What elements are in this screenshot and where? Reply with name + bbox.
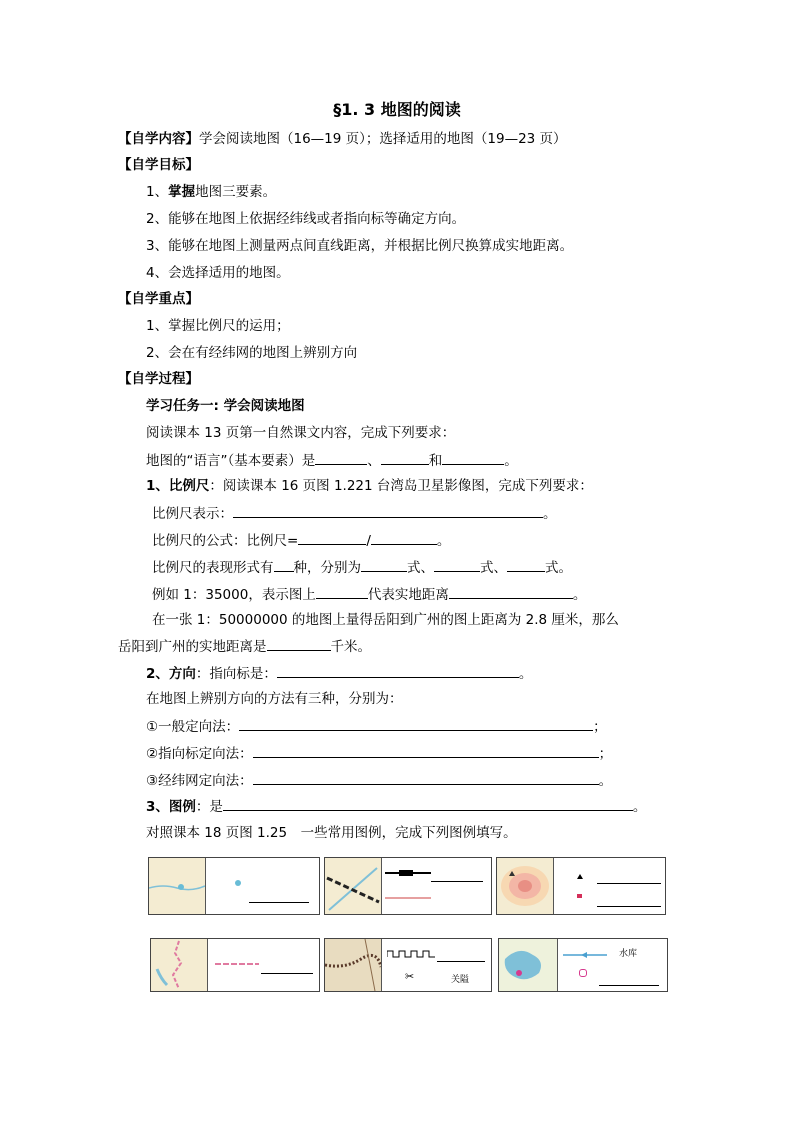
pass-symbol-icon: ✂ — [405, 970, 415, 983]
legend-panel-wall-pass — [324, 938, 492, 992]
scale-question-line2: 岳阳到广州的实地距离是 千米。 — [118, 639, 371, 655]
content-line — [118, 130, 567, 148]
blank-field[interactable] — [298, 531, 366, 545]
blank-field[interactable] — [434, 558, 480, 572]
boundary-map-icon — [151, 939, 207, 991]
blank-field[interactable] — [381, 451, 429, 465]
blank-field[interactable] — [315, 451, 367, 465]
scale-question-line: 在一张 1：50000000 的地图上量得岳阳到广州的图上距离为 2.8 厘米，那么 — [152, 612, 619, 628]
legend-panel-reservoir — [498, 938, 668, 992]
legend-map-thumb — [499, 939, 558, 991]
blank-field[interactable] — [233, 504, 543, 518]
objective-item: 2、能够在地图上依据经纬线或者指向标等确定方向。 — [146, 211, 466, 227]
legend-map-thumb — [497, 858, 554, 914]
blank-field[interactable] — [267, 637, 331, 651]
blank-field[interactable] — [274, 558, 294, 572]
legend-heading: 3、图例：是 。 — [146, 799, 647, 815]
great-wall-symbol-icon — [387, 949, 435, 959]
blank-field[interactable] — [239, 717, 593, 731]
direction-intro: 在地图上辨别方向的方法有三种，分别为： — [146, 691, 403, 707]
legend-instruction: 对照课本 18 页图 1.25 一些常用图例，完成下列图例填写。 — [146, 825, 517, 841]
blank-field[interactable] — [507, 558, 545, 572]
objective-item: 3、能够在地图上测量两点间直线距离，并根据比例尺换算成实地距离。 — [146, 238, 574, 254]
legend-symbol-icon — [235, 880, 241, 886]
reservoir-caption: 水库 — [619, 949, 638, 959]
keypoint-item: 1、掌握比例尺的运用； — [146, 318, 290, 334]
page-title: §1. 3 地图的阅读 — [333, 100, 461, 119]
scale-repr-line: 比例尺表示： 。 — [152, 506, 557, 522]
blank-field[interactable] — [223, 797, 633, 811]
wall-map-icon — [325, 939, 381, 991]
direction-method-1: ①一般定向法： ； — [146, 719, 607, 735]
spot-symbol-icon — [577, 894, 582, 898]
scale-example-line: 例如 1：35000，表示图上 代表实地距离 。 — [152, 587, 587, 603]
blank-field[interactable] — [316, 585, 368, 599]
blank-field[interactable] — [253, 771, 599, 785]
boundary-symbol-icon — [215, 961, 259, 967]
direction-method-2: ②指向标定向法： ； — [146, 746, 613, 762]
map-language-line: 地图的“语言”（基本要素）是 、 和 。 — [146, 453, 518, 469]
legend-panel-railway — [324, 857, 492, 915]
blank-field[interactable] — [277, 664, 519, 678]
legend-map-thumb — [325, 939, 382, 991]
legend-panel-boundary — [150, 938, 320, 992]
keypoints-label: 【自学重点】 — [118, 291, 199, 307]
town-symbol-icon — [579, 969, 587, 977]
legend-answer-line[interactable] — [597, 883, 661, 884]
legend-answer-line[interactable] — [249, 902, 309, 903]
direction-method-3: ③经纬网定向法： 。 — [146, 773, 613, 789]
objectives-label: 【自学目标】 — [118, 157, 199, 173]
peak-symbol-icon — [577, 874, 583, 879]
railway-map-icon — [325, 858, 381, 914]
road-symbol-icon — [385, 894, 431, 902]
legend-map-thumb — [151, 939, 208, 991]
scale-heading: 1、比例尺：阅读课本 16 页图 1.221 台湾岛卫星影像图，完成下列要求： — [146, 478, 593, 494]
reservoir-map-icon — [499, 939, 557, 991]
reservoir-symbol-icon — [563, 951, 607, 959]
legend-map-thumb — [149, 858, 206, 914]
river-map-icon — [149, 858, 205, 914]
blank-field[interactable] — [442, 451, 504, 465]
legend-panel-peak — [496, 857, 666, 915]
scale-forms-line: 比例尺的表现形式有 种，分别为 式、 式、 式。 — [152, 560, 572, 576]
blank-field[interactable] — [361, 558, 407, 572]
legend-map-thumb — [325, 858, 382, 914]
content-label: 【自学内容】 — [118, 131, 199, 147]
blank-field[interactable] — [371, 531, 437, 545]
objective-item: 1、掌握地图三要素。 — [146, 184, 277, 200]
legend-answer-line[interactable] — [597, 906, 661, 907]
pass-caption: 关隘 — [451, 975, 470, 985]
content-text: 学会阅读地图（16—19 页）；选择适用的地图（19—23 页） — [199, 131, 567, 147]
scale-formula-line: 比例尺的公式：比例尺= / 。 — [152, 533, 451, 549]
direction-heading: 2、方向：指向标是： 。 — [146, 666, 533, 682]
blank-field[interactable] — [253, 744, 599, 758]
blank-field[interactable] — [449, 585, 573, 599]
contour-map-icon — [497, 858, 553, 914]
legend-answer-line[interactable] — [431, 881, 483, 882]
process-label: 【自学过程】 — [118, 371, 199, 387]
keypoint-item: 2、会在有经纬网的地图上辨别方向 — [146, 345, 358, 361]
legend-answer-line[interactable] — [599, 985, 659, 986]
railway-symbol-icon — [385, 868, 431, 878]
legend-answer-line[interactable] — [261, 973, 313, 974]
task-heading: 学习任务一: 学会阅读地图 — [146, 398, 305, 414]
task-intro: 阅读课本 13 页第一自然课文内容，完成下列要求： — [146, 425, 456, 441]
legend-answer-line[interactable] — [437, 961, 485, 962]
objective-item: 4、会选择适用的地图。 — [146, 265, 290, 281]
legend-panel-river — [148, 857, 320, 915]
